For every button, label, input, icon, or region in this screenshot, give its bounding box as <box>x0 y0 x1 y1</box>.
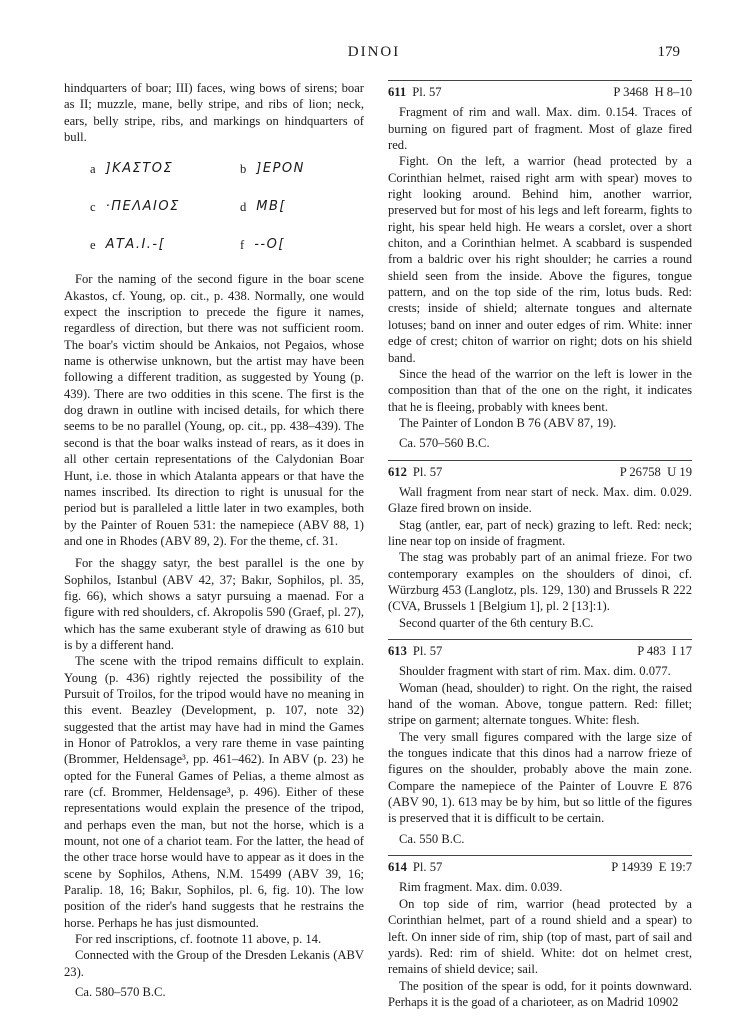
body-paragraph: For red inscriptions, cf. footnote 11 above, p. 14. <box>75 932 322 947</box>
entry-paragraph: Fragment of rim and wall. Max. dim. 0.154. Traces of burning on figured part of fragment. Most of glaze fired red. <box>388 105 692 153</box>
entry-paragraph: The very small figures compared with the large size of the tongues indicate that this dinos had a narrow frieze of figures on the shoulder, probably above the main zone. Compare the namepiece of the Painter of Louvre E 876 (ABV 90, 1). 613 may be by him, but so little of the figures is preserved that it is difficult to be certain. <box>388 729 692 826</box>
entry-plate: Pl. 57 <box>412 644 443 658</box>
entry-paragraph: Woman (head, shoulder) to right. On the right, the raised hand of the woman. Above, tongue pattern. Red: fillet; stripe on garment; alternate tongues. White: flesh. <box>388 680 692 728</box>
inscription-b <box>240 159 390 179</box>
inscription-text: ]ΕΡΟΝ <box>256 161 305 177</box>
date-line: Ca. 570–560 B.C. <box>399 436 490 451</box>
inscription-text: ΜΒ[ <box>256 199 287 215</box>
entry-number: 611 <box>388 85 407 99</box>
entry-paragraph: The stag was probably part of an animal frieze. For two contemporary examples on the shoulders of dinoi, cf. Würzburg 453 (Langlotz, pls. 129, 130) and Brussels R 222 (CVA, Brussels 1 [Belgium 1], pl. 2 [13]:1). <box>388 550 692 614</box>
entry-grid: H 8–10 <box>654 85 692 99</box>
left-column <box>64 80 364 1001</box>
inscription-a <box>90 159 240 179</box>
entry-number: 612 <box>388 464 407 479</box>
inscription-text: --Ο[ <box>254 237 285 253</box>
inscription-e <box>90 235 240 255</box>
catalog-entry-612 <box>388 460 692 631</box>
entry-header <box>388 859 692 875</box>
entry-paragraph: Since the head of the warrior on the left is lower in the composition than that of the one on the right, it indicates that he is fleeing, probably with knees bent. <box>388 366 692 414</box>
entry-grid: E 19:7 <box>658 860 692 875</box>
inscription-text: ·ΠΕΛΑΙΟΣ <box>105 199 180 215</box>
inscription-letter: d <box>240 200 247 215</box>
entry-paragraph: On top side of rim, warrior (head protected by a Corinthian helmet, part of a round shield and a spear) to left. On inner side of rim, ship (top of mast, part of sail and yards). Red: rim of shield. White: dot on helmet crest, remains of shield device; sail. <box>388 896 692 977</box>
entry-paragraph: Second quarter of the 6th century B.C. <box>399 615 594 630</box>
intro-paragraph: hindquarters of boar; III) faces, wing bows of sirens; boar as II; muzzle, mane, belly stripe, and ribs of lion; neck, ears, belly stripe, ribs, and markings on hindquarters of bull. <box>64 81 364 145</box>
entry-header <box>388 84 692 100</box>
body-paragraph: The scene with the tripod remains difficult to explain. Young (p. 436) rightly rejected the possibility of the Pursuit of Troilos, for the tripod would have no meaning in this event. Beazley (Development, p. 107, note 32) suggested that the artist may have had in mind the Games in Honor of Patroklos, a very rare theme in vase painting (Brommer, Heldensage³, pp. 461–462). In ABV (p. 23) he opted for the Funeral Games of Pelias, a theme almost as rare (cf. Brommer, Heldensage³, p. 496). Either of these representations would explain the presence of the tripod, and perhaps even the man, but not the horse, which is a mount, not one of a chariot team. For the latter, the head of the other trace horse would have to appear as it does in the scene by Sophilos, Athens, N.M. 15499 (ABV 39, 16; Paralip. 18, 16; Bakır, Sophilos, pl. 6, fig. 10). The low position of the rider's hand suggests that he restrains the horse. Perhaps he has just dismounted. <box>64 654 364 930</box>
entry-paragraph: Rim fragment. Max. dim. 0.039. <box>399 880 563 895</box>
inscription-f <box>240 235 390 255</box>
entry-inventory: P 26758 <box>619 464 661 479</box>
entry-header <box>388 464 692 480</box>
inscription-text: ]ΚΑΣΤΟΣ <box>105 161 174 177</box>
entry-paragraph: Wall fragment from near start of neck. Max. dim. 0.029. Glaze fired brown on inside. <box>388 484 692 516</box>
date-line: Ca. 580–570 B.C. <box>75 985 166 1000</box>
entry-number: 613 <box>388 644 407 658</box>
inscription-c <box>90 197 240 217</box>
entry-paragraph: Stag (antler, ear, part of neck) grazing to left. Red: neck; line near top on inside of fragment. <box>388 517 692 548</box>
inscription-letter: b <box>240 162 247 177</box>
entry-paragraph: The Painter of London B 76 (ABV 87, 19). <box>399 415 617 430</box>
entry-grid: U 19 <box>667 464 692 479</box>
entry-paragraph: The position of the spear is odd, for it points downward. Perhaps it is the goad of a charioteer, as on Madrid 10902 <box>388 978 692 1009</box>
entry-plate: Pl. 57 <box>412 85 442 99</box>
entry-paragraph: Fight. On the left, a warrior (head protected by a Corinthian helmet, raised right arm with spear) moves to right looking around. Behind him, another warrior, preserved but for most of his legs and left forearm, fights to right, his spear held high. He wears a corslet, over a short chiton, and a Corinthian helmet. A scabbard is suspended from a baldric over his right shoulder; he carries a round shield seen from the inside. Above the figures, tongue pattern, and on the top side of the rim, lotus buds. Red: crests; inside of shield; alternate tongues and alternate lotuses; band on inner and outer edges of rim. White: inner edge of crest; chiton of warrior on right; dots on his shield band. <box>388 154 692 365</box>
inscription-letter: c <box>90 200 96 215</box>
running-title: DINOI <box>347 44 401 60</box>
entry-inventory: P 483 <box>637 644 666 658</box>
body-paragraph: For the shaggy satyr, the best parallel is the one by Sophilos, Istanbul (ABV 42, 37; Bakır, Sophilos, pl. 35, fig. 66), which shows a satyr pursuing a maenad. For a figure with red shoulders, cf. Akropolis 590 (Graef, pl. 27), which has the same exuberant style of drawing as 610 but is by a different hand. <box>64 556 364 652</box>
inscription-letter: a <box>90 162 96 177</box>
inscription-list <box>90 159 364 255</box>
entry-plate: Pl. 57 <box>412 860 443 875</box>
entry-paragraph: Shoulder fragment with start of rim. Max. dim. 0.077. <box>399 664 671 679</box>
inscription-letter: e <box>90 238 96 253</box>
catalog-entry-614 <box>388 855 692 1010</box>
entry-grid: I 17 <box>672 644 692 658</box>
entry-inventory: P 3468 <box>613 85 649 99</box>
right-column <box>388 80 692 1010</box>
date-line: Ca. 550 B.C. <box>399 831 465 846</box>
body-paragraph: Connected with the Group of the Dresden Lekanis (ABV 23). <box>64 948 364 979</box>
body-paragraph: For the naming of the second figure in the boar scene Akastos, cf. Young, op. cit., p. 438. Normally, one would expect the inscription to precede the figure it names, regardless of direction, but there was not sufficient room. The boar's victim should be Ankaios, not Pegaios, whose name is otherwise unknown, but the artist may have been following a different tradition, as suggested by Young (p. 439). There are two oddities in this scene. The first is the dog drawn in outline with incised details, for which there seems to be no parallel (Young, op. cit., pp. 438–439). The second is that the boar walks instead of rears, as it does in all other certain representations of the Calydonian Boar Hunt, i.e. those in which Atalanta appears or that have the names inscribed. Its direction to right is unusual for the period but is paralleled a little later in two examples, both by the Painter of Rouen 531: the namepiece (ABV 88, 1) and one in Rhodes (ABV 89, 2). For the theme, cf. 31. <box>64 272 364 548</box>
inscription-d <box>240 197 390 217</box>
catalog-entry-613 <box>388 639 692 847</box>
entry-number: 614 <box>388 860 407 875</box>
entry-plate: Pl. 57 <box>412 464 443 479</box>
entry-inventory: P 14939 <box>611 860 653 875</box>
entry-header <box>388 643 692 659</box>
inscription-text: ΑΤΑ.Ι.-[ <box>105 237 166 253</box>
inscription-letter: f <box>240 238 245 253</box>
page-number: 179 <box>657 44 680 60</box>
catalog-entry-611 <box>388 80 692 452</box>
